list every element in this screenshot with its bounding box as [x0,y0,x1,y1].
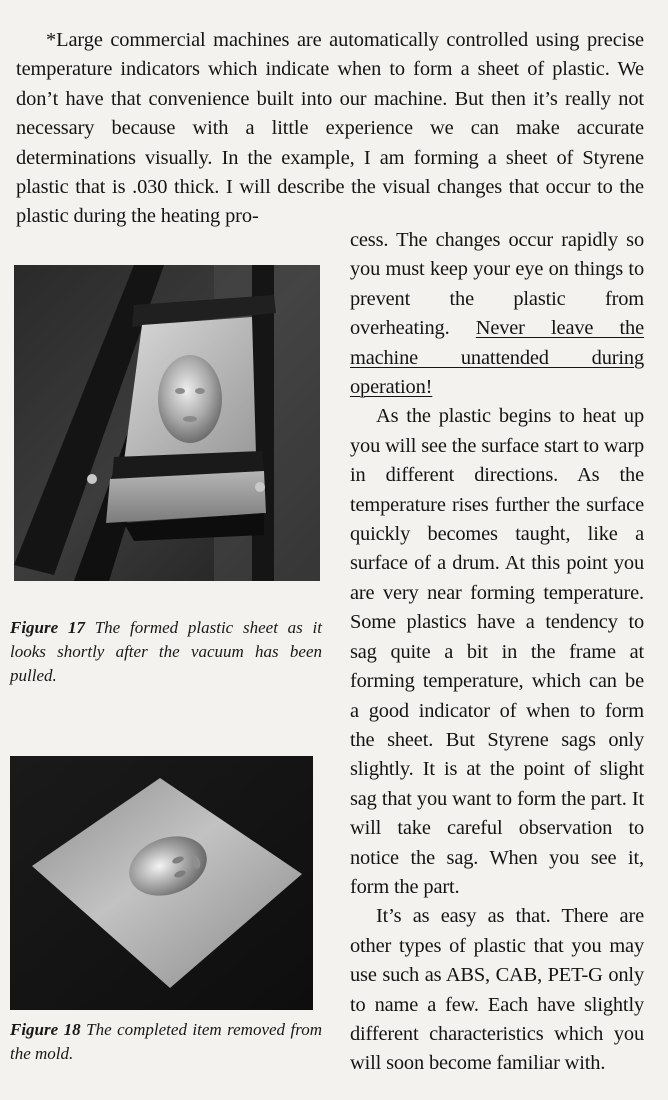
figure-17-photo [14,265,320,581]
figure-18-caption [10,1018,322,1066]
figure-18-caption-text: The completed item removed from the mold. [10,1020,323,1063]
right-column-paragraph-1 [350,226,644,402]
right-column-paragraph-3: It’s as easy as that. There are other types of plastic that you may use such as ABS, CAB, PET-G only to name a few. Each have slightly different characteristics which you will soon become familiar with. [350,905,644,1075]
right-column-paragraph-2: As the plastic begins to heat up you will see the surface start to warp in different directions. As the temperature rises further the surface quickly becomes taught, like a surface of a drum. At this point you are very near forming temperature. Some plastics have a tendency to sag quite a bit in the frame at forming temperature, which can be a good indicator of when to form the sheet. But Styrene sags only slightly. It is at the point of slight sag that you want to form the part. It will take careful observation to notice the sag. When you see it, form the part. [350,405,644,898]
figure-17-label: Figure 17 [10,618,85,637]
continuation-text: cess. The changes occur rapidly so you must keep your eye on things to prevent the plastic from overheating. [350,229,644,340]
figure-17-caption [10,616,322,688]
figure-18-label: Figure 18 [10,1020,81,1039]
figure-18-photo [10,756,313,1010]
figure-17-caption-text: The formed plastic sheet as it looks shortly after the vacuum has been pulled. [10,618,323,685]
warning-text: Never leave the machine unattended during operation! [350,317,644,399]
intro-paragraph: *Large commercial machines are automatically controlled using precise temperature indicators which indicate when to form a sheet of plastic. We don’t have that convenience built into our machine. But then it’s really not necessary because with a little experience we can make accurate determinations visually. In the example, I am forming a sheet of Styrene plastic that is .030 thick. I will describe the visual changes that occur to the plastic during the heating pro- [16,29,644,228]
right-column-text [350,226,644,1079]
